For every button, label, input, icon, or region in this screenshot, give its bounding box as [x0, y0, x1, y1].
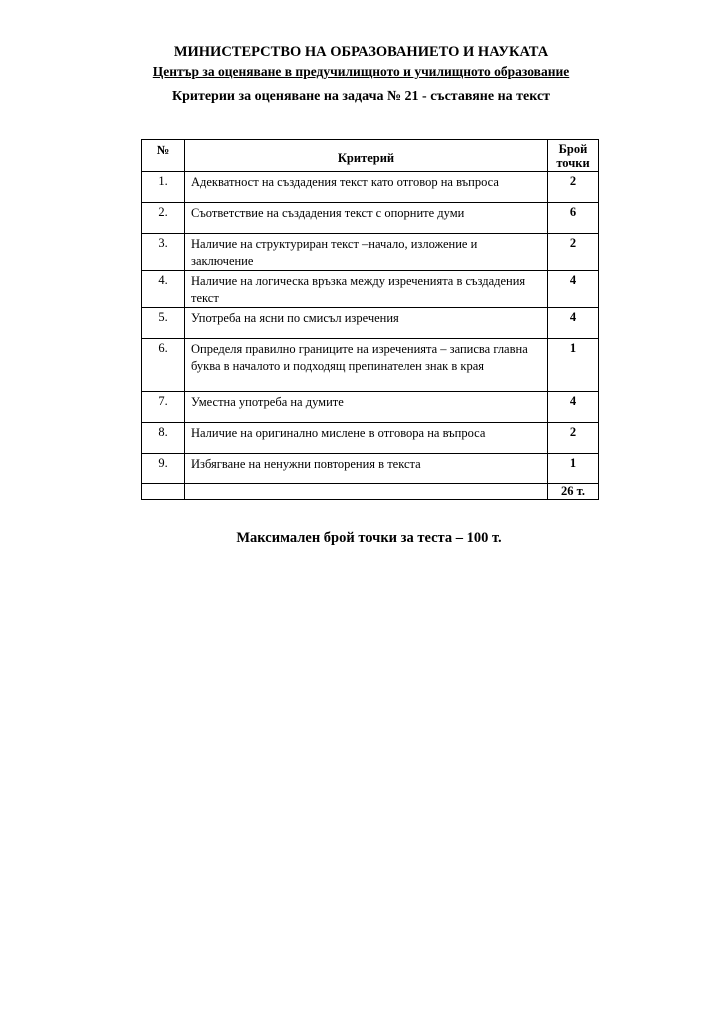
header-num: №	[142, 140, 185, 172]
row-num: 2.	[142, 203, 185, 234]
header-points: Брой точки	[548, 140, 599, 172]
row-points: 4	[548, 308, 599, 339]
table-row	[142, 172, 599, 203]
table-row	[142, 234, 599, 271]
total-points: 26 т.	[548, 484, 599, 500]
table-row	[142, 308, 599, 339]
row-points: 4	[548, 271, 599, 308]
total-empty-criterion	[185, 484, 548, 500]
row-points: 2	[548, 172, 599, 203]
row-num: 8.	[142, 423, 185, 454]
row-num: 9.	[142, 454, 185, 484]
ministry-title: МИНИСТЕРСТВО НА ОБРАЗОВАНИЕТО И НАУКАТА	[173, 44, 549, 60]
row-num: 7.	[142, 392, 185, 423]
row-points: 2	[548, 234, 599, 271]
row-criterion: Употреба на ясни по смисъл изречения	[185, 308, 548, 339]
table-row	[142, 339, 599, 392]
row-num: 3.	[142, 234, 185, 271]
row-criterion: Адекватност на създадения текст като отговор на въпроса	[185, 172, 548, 203]
table-row	[142, 392, 599, 423]
row-points: 1	[548, 339, 599, 392]
center-title: Център за оценяване в предучилищното и училищното образование	[152, 64, 570, 79]
row-points: 2	[548, 423, 599, 454]
header-criterion: Критерий	[185, 140, 548, 172]
row-num: 1.	[142, 172, 185, 203]
max-points-note: Максимален брой точки за теста – 100 т.	[236, 530, 502, 546]
table-total-row	[142, 484, 599, 500]
criteria-subtitle: Критерии за оценяване на задача № 21 - съставяне на текст	[171, 89, 551, 104]
table-row	[142, 423, 599, 454]
row-criterion: Наличие на оригинално мислене в отговора на въпроса	[185, 423, 548, 454]
row-points: 4	[548, 392, 599, 423]
row-criterion: Уместна употреба на думите	[185, 392, 548, 423]
row-points: 6	[548, 203, 599, 234]
row-points: 1	[548, 454, 599, 484]
row-criterion: Наличие на структуриран текст –начало, изложение и заключение	[185, 234, 548, 271]
row-criterion: Определя правилно границите на изреченията – записва главна буква в началото и подходящ препинателен знак в края	[185, 339, 548, 392]
row-criterion: Избягване на ненужни повторения в текста	[185, 454, 548, 484]
row-num: 4.	[142, 271, 185, 308]
table-row	[142, 203, 599, 234]
total-empty-num	[142, 484, 185, 500]
table-header-row	[142, 140, 599, 172]
row-criterion: Наличие на логическа връзка между изреченията в създадения текст	[185, 271, 548, 308]
row-criterion: Съответствие на създадения текст с опорните думи	[185, 203, 548, 234]
table-row	[142, 454, 599, 484]
table-row	[142, 271, 599, 308]
row-num: 6.	[142, 339, 185, 392]
criteria-table	[141, 139, 599, 500]
row-num: 5.	[142, 308, 185, 339]
